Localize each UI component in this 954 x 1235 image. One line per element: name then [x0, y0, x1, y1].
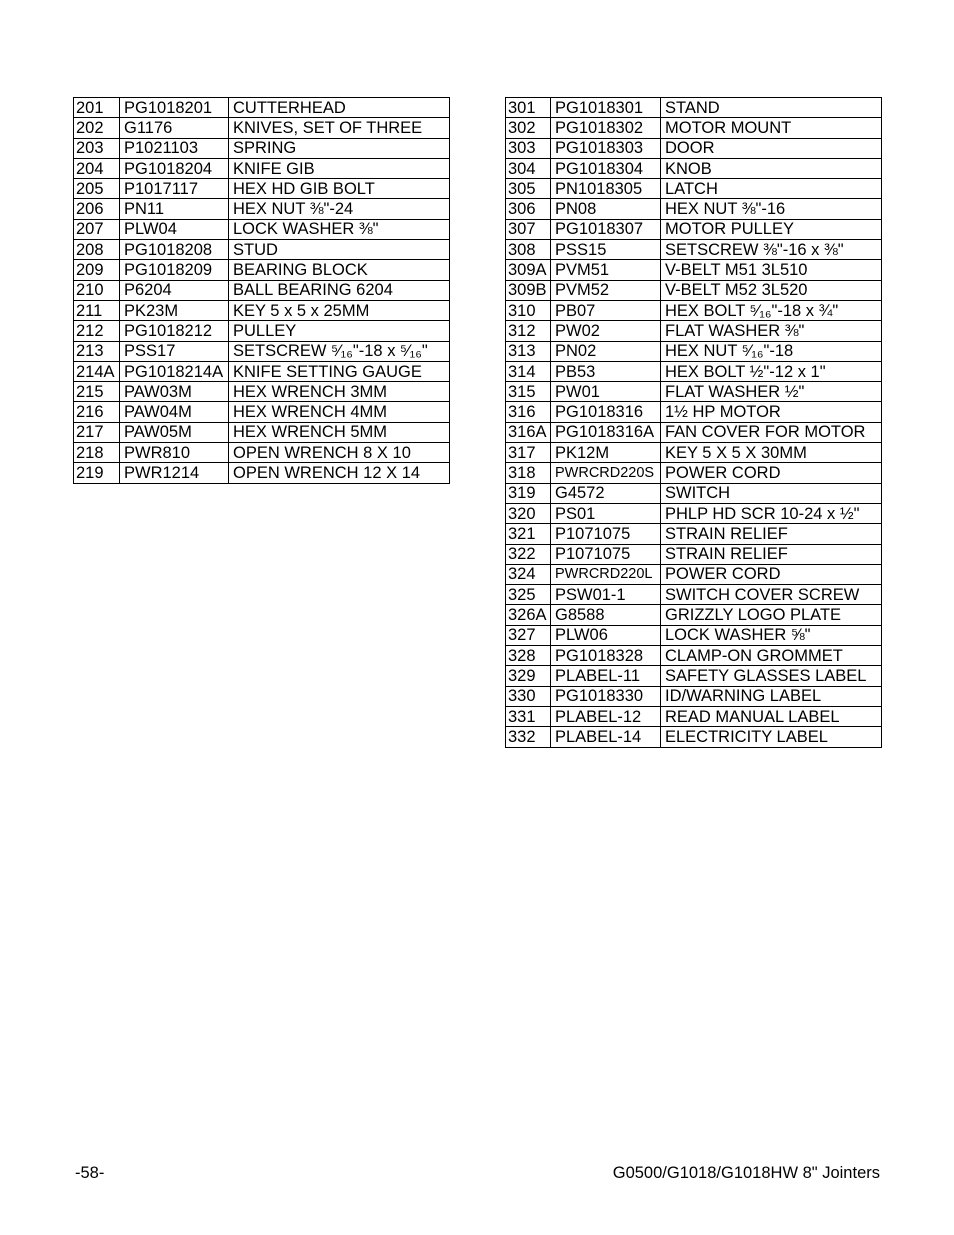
- table-row: [506, 118, 882, 138]
- table-row: [74, 98, 450, 118]
- part-number: PSW01-1: [551, 585, 661, 605]
- parts-table-left: [73, 97, 450, 484]
- ref-number: 316A: [506, 422, 551, 442]
- part-number: PW01: [551, 382, 661, 402]
- description: KEY 5 x 5 x 25MM: [229, 300, 450, 320]
- description: KNIFE SETTING GAUGE: [229, 361, 450, 381]
- table-row: [506, 361, 882, 381]
- ref-number: 203: [74, 138, 120, 158]
- ref-number: 215: [74, 382, 120, 402]
- description: SAFETY GLASSES LABEL: [661, 666, 882, 686]
- ref-number: 216: [74, 402, 120, 422]
- description: LOCK WASHER ⅜": [229, 219, 450, 239]
- table-row: [506, 321, 882, 341]
- ref-number: 201: [74, 98, 120, 118]
- manual-title: G0500/G1018/G1018HW 8" Jointers: [612, 1164, 880, 1182]
- part-number: PG1018316A: [551, 422, 661, 442]
- description: V-BELT M52 3L520: [661, 280, 882, 300]
- description: GRIZZLY LOGO PLATE: [661, 605, 882, 625]
- ref-number: 307: [506, 219, 551, 239]
- part-number: P1071075: [551, 524, 661, 544]
- ref-number: 324: [506, 564, 551, 584]
- part-number: PG1018303: [551, 138, 661, 158]
- ref-number: 213: [74, 341, 120, 361]
- part-number: PK23M: [120, 300, 229, 320]
- part-number: PG1018307: [551, 219, 661, 239]
- part-number: PWR810: [120, 443, 229, 463]
- description: DOOR: [661, 138, 882, 158]
- part-number: PG1018209: [120, 260, 229, 280]
- table-row: [506, 585, 882, 605]
- table-row: [506, 138, 882, 158]
- table-row: [74, 341, 450, 361]
- description: HEX WRENCH 4MM: [229, 402, 450, 422]
- part-number: P1071075: [551, 544, 661, 564]
- ref-number: 218: [74, 443, 120, 463]
- table-row: [506, 524, 882, 544]
- ref-number: 315: [506, 382, 551, 402]
- part-number: PWR1214: [120, 463, 229, 483]
- description: READ MANUAL LABEL: [661, 706, 882, 726]
- ref-number: 319: [506, 483, 551, 503]
- part-number: PSS15: [551, 240, 661, 260]
- table-row: [506, 240, 882, 260]
- ref-number: 309A: [506, 260, 551, 280]
- ref-number: 314: [506, 361, 551, 381]
- description: SETSCREW ⁵⁄₁₆"-18 x ⁵⁄₁₆": [229, 341, 450, 361]
- part-number: PS01: [551, 503, 661, 523]
- ref-number: 210: [74, 280, 120, 300]
- description: HEX NUT ⅜"-16: [661, 199, 882, 219]
- description: SETSCREW ⅜"-16 x ⅜": [661, 240, 882, 260]
- part-number: PLABEL-14: [551, 727, 661, 747]
- part-number: PG1018208: [120, 240, 229, 260]
- description: SWITCH: [661, 483, 882, 503]
- table-row: [74, 179, 450, 199]
- ref-number: 326A: [506, 605, 551, 625]
- part-number: PSS17: [120, 341, 229, 361]
- part-number: PG1018302: [551, 118, 661, 138]
- ref-number: 211: [74, 300, 120, 320]
- part-number: PLW04: [120, 219, 229, 239]
- table-row: [74, 280, 450, 300]
- description: KEY 5 X 5 X 30MM: [661, 443, 882, 463]
- part-number: PAW04M: [120, 402, 229, 422]
- ref-number: 214A: [74, 361, 120, 381]
- ref-number: 310: [506, 300, 551, 320]
- description: HEX WRENCH 3MM: [229, 382, 450, 402]
- ref-number: 219: [74, 463, 120, 483]
- part-number: PVM52: [551, 280, 661, 300]
- part-number: PN02: [551, 341, 661, 361]
- ref-number: 305: [506, 179, 551, 199]
- table-row: [506, 686, 882, 706]
- description: BEARING BLOCK: [229, 260, 450, 280]
- table-row: [74, 260, 450, 280]
- table-row: [506, 605, 882, 625]
- description: KNIVES, SET OF THREE: [229, 118, 450, 138]
- ref-number: 318: [506, 463, 551, 483]
- table-row: [506, 280, 882, 300]
- description: POWER CORD: [661, 463, 882, 483]
- table-row: [506, 564, 882, 584]
- description: KNIFE GIB: [229, 158, 450, 178]
- table-row: [506, 503, 882, 523]
- table-row: [506, 341, 882, 361]
- table-row: [506, 199, 882, 219]
- ref-number: 329: [506, 666, 551, 686]
- description: HEX BOLT ½"-12 x 1": [661, 361, 882, 381]
- part-number: PAW03M: [120, 382, 229, 402]
- part-number: PN08: [551, 199, 661, 219]
- ref-number: 306: [506, 199, 551, 219]
- description: STRAIN RELIEF: [661, 524, 882, 544]
- part-number: PB07: [551, 300, 661, 320]
- table-row: [506, 402, 882, 422]
- description: ELECTRICITY LABEL: [661, 727, 882, 747]
- ref-number: 207: [74, 219, 120, 239]
- table-row: [506, 483, 882, 503]
- description: OPEN WRENCH 8 X 10: [229, 443, 450, 463]
- description: MOTOR MOUNT: [661, 118, 882, 138]
- table-row: [74, 382, 450, 402]
- part-number: PLABEL-11: [551, 666, 661, 686]
- part-number: PWRCRD220S: [551, 463, 661, 483]
- table-row: [74, 118, 450, 138]
- table-row: [506, 443, 882, 463]
- ref-number: 320: [506, 503, 551, 523]
- table-row: [74, 402, 450, 422]
- table-row: [74, 158, 450, 178]
- description: LATCH: [661, 179, 882, 199]
- part-number: PWRCRD220L: [551, 564, 661, 584]
- description: STAND: [661, 98, 882, 118]
- part-number: P1017117: [120, 179, 229, 199]
- description: MOTOR PULLEY: [661, 219, 882, 239]
- description: KNOB: [661, 158, 882, 178]
- ref-number: 217: [74, 422, 120, 442]
- table-row: [74, 138, 450, 158]
- ref-number: 302: [506, 118, 551, 138]
- table-row: [506, 98, 882, 118]
- part-number: PAW05M: [120, 422, 229, 442]
- ref-number: 328: [506, 646, 551, 666]
- description: HEX BOLT ⁵⁄₁₆"-18 x ¾": [661, 300, 882, 320]
- ref-number: 312: [506, 321, 551, 341]
- table-row: [74, 443, 450, 463]
- table-row: [506, 463, 882, 483]
- description: OPEN WRENCH 12 X 14: [229, 463, 450, 483]
- table-row: [74, 422, 450, 442]
- ref-number: 325: [506, 585, 551, 605]
- part-number: PN1018305: [551, 179, 661, 199]
- part-number: P1021103: [120, 138, 229, 158]
- ref-number: 322: [506, 544, 551, 564]
- part-number: PG1018301: [551, 98, 661, 118]
- description: POWER CORD: [661, 564, 882, 584]
- part-number: PG1018330: [551, 686, 661, 706]
- table-row: [506, 544, 882, 564]
- table-row: [506, 625, 882, 645]
- table-row: [506, 706, 882, 726]
- description: HEX HD GIB BOLT: [229, 179, 450, 199]
- ref-number: 308: [506, 240, 551, 260]
- ref-number: 317: [506, 443, 551, 463]
- part-number: PN11: [120, 199, 229, 219]
- ref-number: 301: [506, 98, 551, 118]
- part-number: PLABEL-12: [551, 706, 661, 726]
- table-row: [74, 240, 450, 260]
- description: FLAT WASHER ⅜": [661, 321, 882, 341]
- description: STUD: [229, 240, 450, 260]
- description: HEX WRENCH 5MM: [229, 422, 450, 442]
- description: BALL BEARING 6204: [229, 280, 450, 300]
- part-number: PG1018201: [120, 98, 229, 118]
- ref-number: 316: [506, 402, 551, 422]
- part-number: G1176: [120, 118, 229, 138]
- part-number: PVM51: [551, 260, 661, 280]
- parts-table-right: [505, 97, 882, 748]
- part-number: PG1018204: [120, 158, 229, 178]
- description: HEX NUT ⁵⁄₁₆"-18: [661, 341, 882, 361]
- table-row: [506, 646, 882, 666]
- description: ID/WARNING LABEL: [661, 686, 882, 706]
- ref-number: 309B: [506, 280, 551, 300]
- ref-number: 202: [74, 118, 120, 138]
- table-row: [506, 382, 882, 402]
- ref-number: 212: [74, 321, 120, 341]
- ref-number: 332: [506, 727, 551, 747]
- table-row: [74, 361, 450, 381]
- description: PHLP HD SCR 10-24 x ½": [661, 503, 882, 523]
- description: PULLEY: [229, 321, 450, 341]
- table-row: [506, 158, 882, 178]
- part-number: G4572: [551, 483, 661, 503]
- description: CLAMP-ON GROMMET: [661, 646, 882, 666]
- ref-number: 327: [506, 625, 551, 645]
- table-row: [74, 199, 450, 219]
- part-number: PG1018316: [551, 402, 661, 422]
- part-number: G8588: [551, 605, 661, 625]
- table-row: [74, 463, 450, 483]
- description: SWITCH COVER SCREW: [661, 585, 882, 605]
- part-number: PW02: [551, 321, 661, 341]
- description: SPRING: [229, 138, 450, 158]
- table-row: [506, 260, 882, 280]
- ref-number: 204: [74, 158, 120, 178]
- description: STRAIN RELIEF: [661, 544, 882, 564]
- ref-number: 321: [506, 524, 551, 544]
- ref-number: 303: [506, 138, 551, 158]
- description: 1½ HP MOTOR: [661, 402, 882, 422]
- ref-number: 304: [506, 158, 551, 178]
- description: CUTTERHEAD: [229, 98, 450, 118]
- table-row: [506, 219, 882, 239]
- table-row: [506, 422, 882, 442]
- description: FLAT WASHER ½": [661, 382, 882, 402]
- description: LOCK WASHER ⅝": [661, 625, 882, 645]
- part-number: P6204: [120, 280, 229, 300]
- table-row: [74, 219, 450, 239]
- part-number: PB53: [551, 361, 661, 381]
- ref-number: 208: [74, 240, 120, 260]
- part-number: PG1018304: [551, 158, 661, 178]
- table-row: [506, 179, 882, 199]
- description: V-BELT M51 3L510: [661, 260, 882, 280]
- ref-number: 206: [74, 199, 120, 219]
- table-row: [506, 666, 882, 686]
- ref-number: 331: [506, 706, 551, 726]
- part-number: PK12M: [551, 443, 661, 463]
- ref-number: 209: [74, 260, 120, 280]
- part-number: PG1018328: [551, 646, 661, 666]
- part-number: PLW06: [551, 625, 661, 645]
- page-number: -58-: [75, 1164, 105, 1182]
- part-number: PG1018212: [120, 321, 229, 341]
- table-row: [74, 300, 450, 320]
- table-row: [506, 300, 882, 320]
- description: FAN COVER FOR MOTOR: [661, 422, 882, 442]
- ref-number: 313: [506, 341, 551, 361]
- ref-number: 205: [74, 179, 120, 199]
- ref-number: 330: [506, 686, 551, 706]
- description: HEX NUT ⅜"-24: [229, 199, 450, 219]
- table-row: [74, 321, 450, 341]
- table-row: [506, 727, 882, 747]
- part-number: PG1018214A: [120, 361, 229, 381]
